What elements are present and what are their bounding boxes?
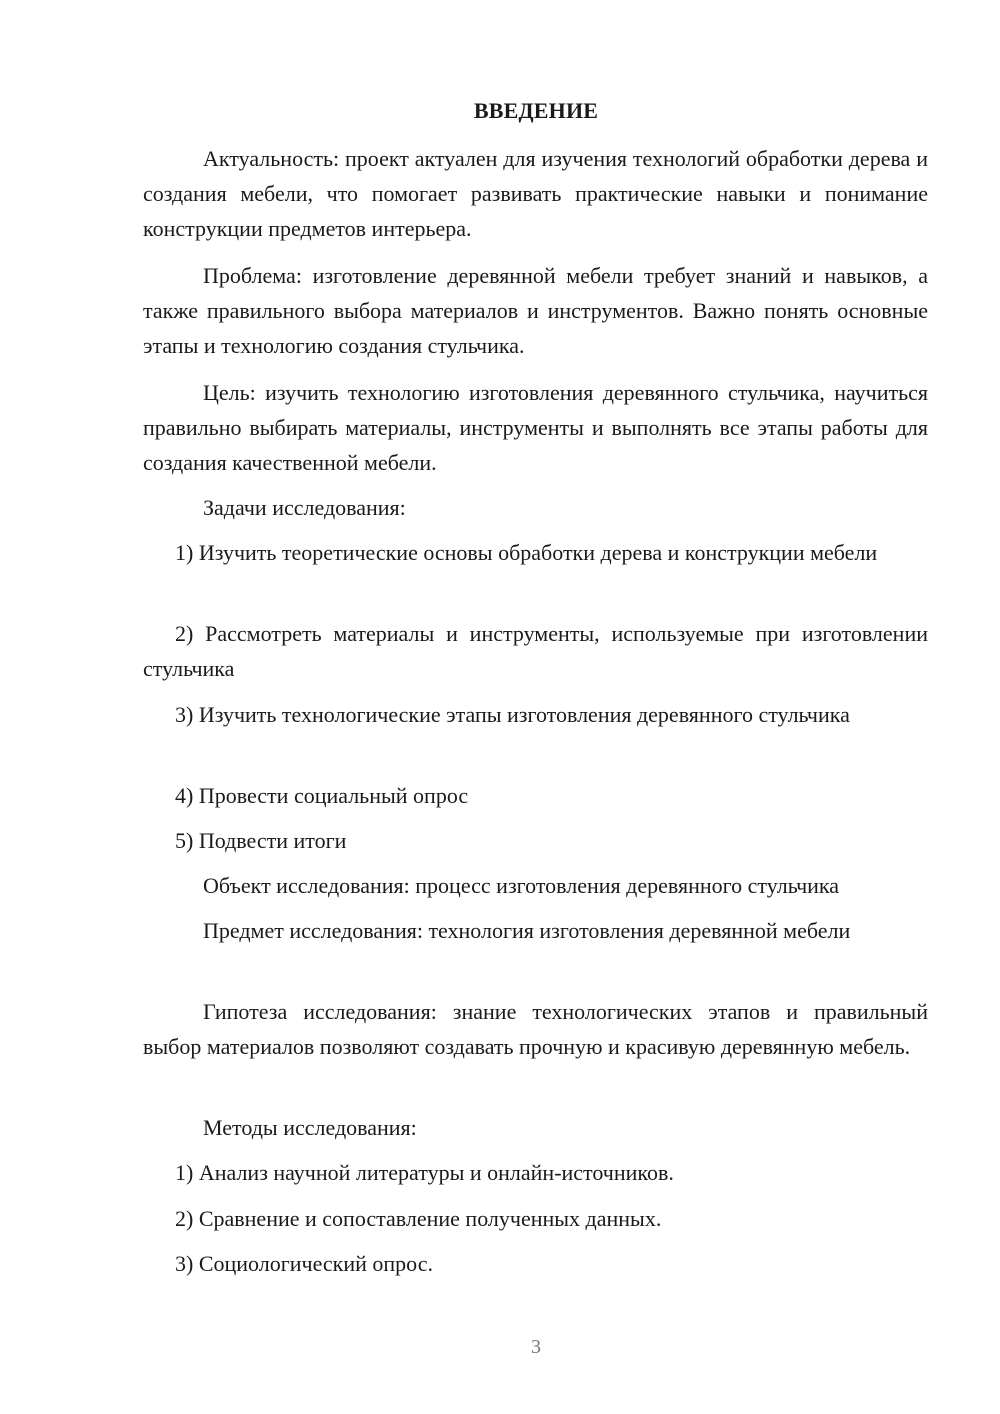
tasks-heading: Задачи исследования: xyxy=(203,495,406,520)
methods-heading: Методы исследования: xyxy=(203,1115,417,1140)
task-item-3: 3) Изучить технологические этапы изготовления деревянного стульчика xyxy=(175,702,850,727)
task-item-5: 5) Подвести итоги xyxy=(175,828,347,853)
task-item-1: 1) Изучить теоретические основы обработки дерева и конструкции мебели xyxy=(175,540,878,565)
method-item-3: 3) Социологический опрос. xyxy=(175,1251,433,1276)
section-title: ВВЕДЕНИЕ xyxy=(473,98,599,123)
relevance-paragraph: Актуальность: проект актуален для изучения технологий обработки дерева и создания мебели, что помогает развивать практические навыки и понимание конструкции предметов интерьера. xyxy=(143,146,928,241)
task-item-4: 4) Провести социальный опрос xyxy=(175,783,469,808)
object-paragraph: Объект исследования: процесс изготовления деревянного стульчика xyxy=(203,873,840,898)
problem-paragraph: Проблема: изготовление деревянной мебели требует знаний и навыков, а также правильного выбора материалов и инструментов. Важно понять основные этапы и технологию создания стульчика. xyxy=(143,263,928,358)
method-item-2: 2) Сравнение и сопоставление полученных данных. xyxy=(175,1206,662,1231)
hypothesis-paragraph: Гипотеза исследования: знание технологических этапов и правильный выбор материалов позволяют создавать прочную и красивую деревянную мебель. xyxy=(143,999,928,1059)
task-item-2: 2) Рассмотреть материалы и инструменты, используемые при изготовлении стульчика xyxy=(143,621,928,681)
method-item-1: 1) Анализ научной литературы и онлайн-источников. xyxy=(175,1160,674,1185)
subject-paragraph: Предмет исследования: технология изготовления деревянной мебели xyxy=(203,918,851,943)
goal-paragraph: Цель: изучить технологию изготовления деревянного стульчика, научиться правильно выбирать материалы, инструменты и выполнять все этапы работы для создания качественной мебели. xyxy=(143,380,928,475)
page-number: 3 xyxy=(531,1336,541,1358)
